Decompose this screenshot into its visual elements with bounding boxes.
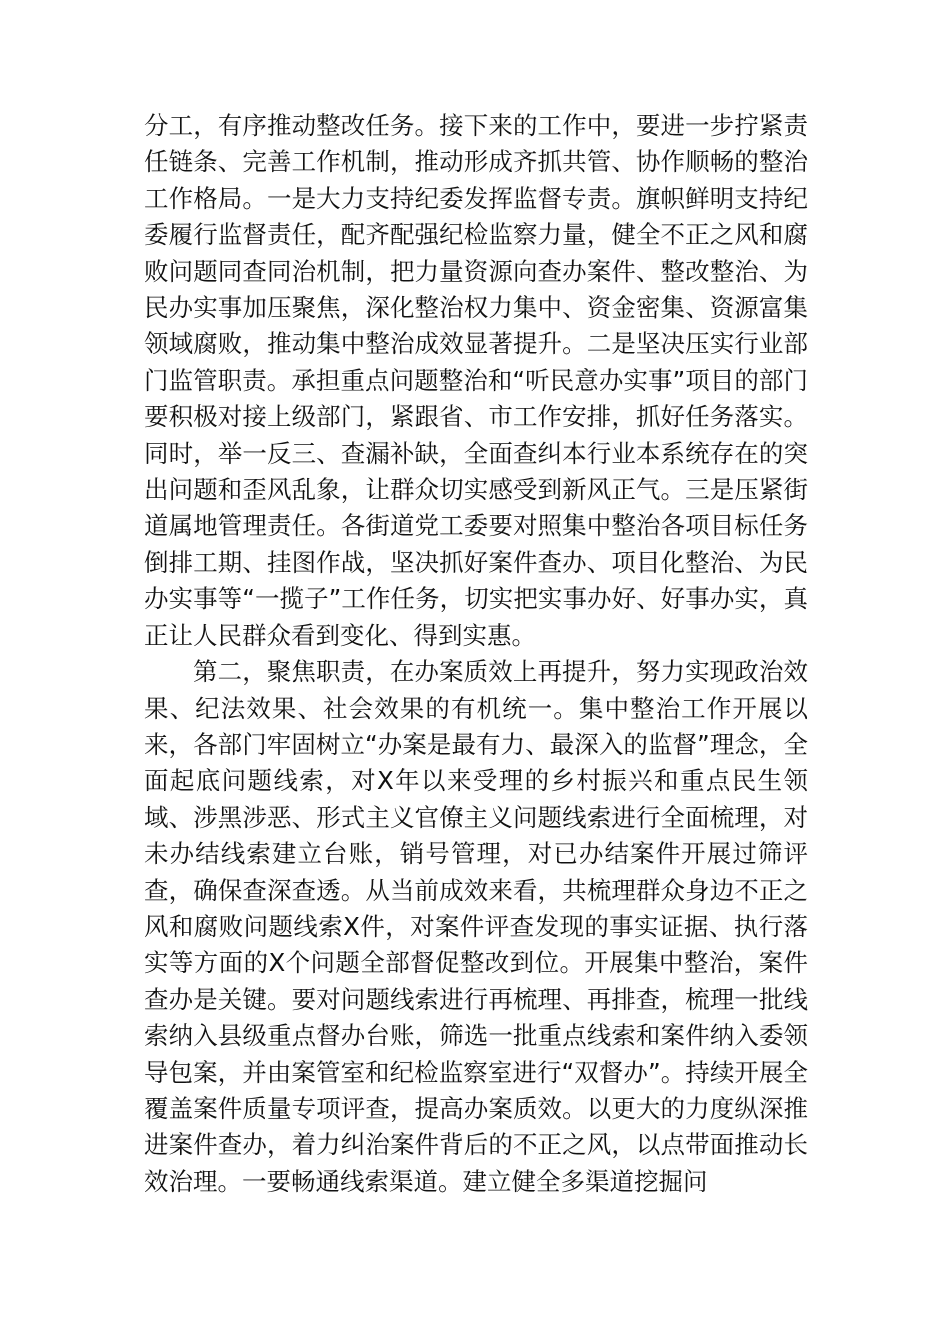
paragraph-continuation: 分工，有序推动整改任务。接下来的工作中，要进一步拧紧责任链条、完善工作机制，推动形成齐抓共管、协作顺畅的整治工作格局。一是大力支持纪委发挥监督专责。旗帜鲜明支持纪委履行监督责任，配齐配强纪检监察力量，健全不正之风和腐败问题同查同治机制，把力量资源向查办案件、整改整治、为民办实事加压聚焦，深化整治权力集中、资金密集、资源富集领域腐败，推动集中整治成效显著提升。二是坚决压实行业部门监管职责。承担重点问题整治和“听民意办实事”项目的部门要积极对接上级部门，紧跟省、市工作安排，抓好任务落实。同时，举一反三、查漏补缺，全面查纠本行业本系统存在的突出问题和歪风乱象，让群众切实感受到新风正气。三是压紧街道属地管理责任。各街道党工委要对照集中整治各项目标任务倒排工期、挂图作战，坚决抓好案件查办、项目化整治、为民办实事等“一揽子”工作任务，切实把实事办好、好事办实，真正让人民群众看到变化、得到实惠。 xyxy=(144,111,808,650)
paragraph-second-point: 第二，聚焦职责，在办案质效上再提升，努力实现政治效果、纪法效果、社会效果的有机统一。集中整治工作开展以来，各部门牢固树立“办案是最有力、最深入的监督”理念，全面起底问题线索，对X年以来受理的乡村振兴和重点民生领域、涉黑涉恶、形式主义官僚主义问题线索进行全面梳理，对未办结线索建立台账，销号管理，对已办结案件开展过筛评查，确保查深查透。从当前成效来看，共梳理群众身边不正之风和腐败问题线索X件，对案件评查发现的事实证据、执行落实等方面的X个问题全部督促整改到位。开展集中整治，案件查办是关键。要对问题线索进行再梳理、再排查，梳理一批线索纳入县级重点督办台账，筛选一批重点线索和案件纳入委领导包案，并由案管室和纪检监察室进行“双督办”。持续开展全覆盖案件质量专项评查，提高办案质效。以更大的力度纵深推进案件查办，着力纠治案件背后的不正之风，以点带面推动长效治理。一要畅通线索渠道。建立健全多渠道挖掘问 xyxy=(144,657,808,1196)
body-text xyxy=(144,108,808,1200)
